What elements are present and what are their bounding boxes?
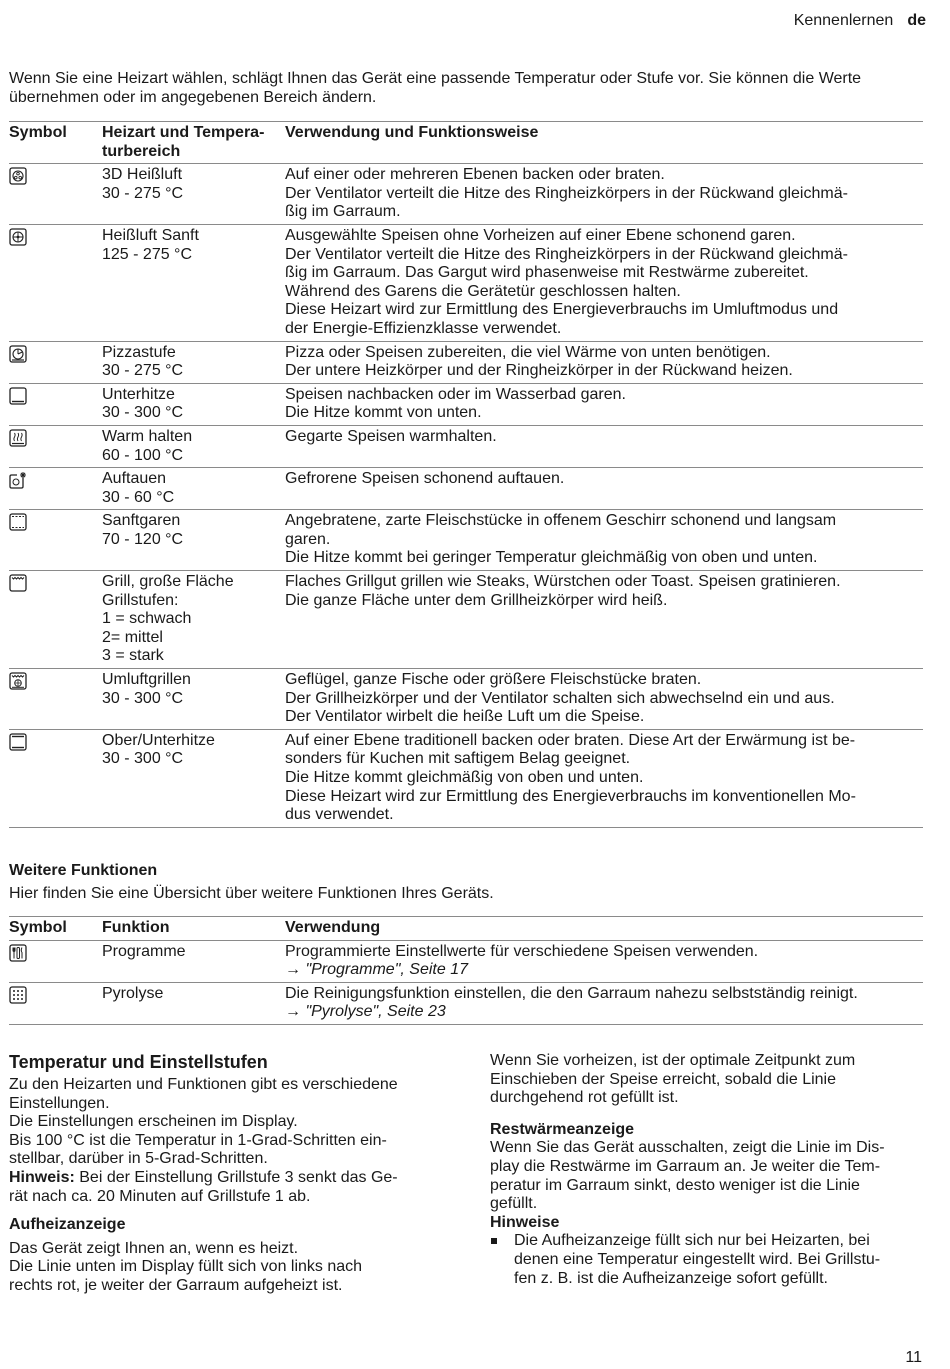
temperature-heading: Temperatur und Einstellstufen [9,1052,268,1072]
table-row [9,571,923,669]
usage-cell: Auf einer Ebene traditionell backen oder braten. Diese Art der Erwärmung ist be- sonders für Kuchen mit saftigem Belag geeignet. Die Hitze kommt gleichmäßig von oben und unten. Diese Heizart wird zur Ermittlung des Energieverbrauchs im konventionellen Mo- dus verwendet. [285,731,856,824]
note-label: Hinweis: [9,1168,75,1186]
col-header-symbol: Symbol [9,919,67,936]
usage-cell: Speisen nachbacken oder im Wasserbad garen. Die Hitze kommt von unten. [285,385,626,422]
residual-heat-heading: Restwärmeanzeige [490,1120,635,1138]
notes-heading: Hinweise [490,1213,560,1231]
left-column [9,1052,439,1296]
temperature-note [9,1169,439,1206]
further-functions-table [9,916,923,1025]
bottom-heat-icon [9,387,27,405]
usage-cell: Auf einer oder mehreren Ebenen backen oder braten. Der Ventilator verteilt die Hitze des Ringheizkörpers in der Rückwand gleichmä- ßig im Garraum. [285,166,848,221]
heating-modes-table [9,121,923,828]
usage-text: Die Reinigungsfunktion einstellen, die den Garraum nahezu selbstständig reinigt. [285,984,858,1002]
table-header-row [9,917,923,941]
usage-cell: Gegarte Speisen warmhalten. [285,427,497,445]
table-row [9,383,923,425]
col-header-symbol: Symbol [9,124,67,141]
intro-paragraph: Wenn Sie eine Heizart wählen, schlägt Ihnen das Gerät eine passende Temperatur oder Stufe vor. Sie können die Werte übernehmen oder im angegebenen Bereich ändern. [9,70,862,106]
full-grill-icon [9,574,27,592]
mode-cell: Warm halten 60 - 100 °C [102,427,193,464]
table-row [9,669,923,730]
table-row [9,940,923,982]
mode-cell: Umluftgrillen 30 - 300 °C [102,671,191,707]
mode-cell: Auftauen 30 - 60 °C [102,470,175,506]
keep-warm-icon [9,429,27,447]
mode-cell: 3D Heißluft 30 - 275 °C [102,166,184,202]
list-item [490,1232,920,1288]
col-header-usage: Verwendung und Funktionsweise [285,124,539,141]
usage-cell: Gefrorene Speisen schonend auftauen. [285,470,565,488]
col-header-usage: Verwendung [285,919,381,936]
table-row [9,510,923,571]
table-row [9,982,923,1024]
note-text: Bei der Einstellung Grillstufe 3 senkt das Ge- rät nach ca. 20 Minuten auf Grillstufe 1 ab. [9,1168,398,1205]
usage-cell: Angebratene, zarte Fleischstücke in offenem Geschirr schonend und langsam garen. Die Hitze kommt bei geringer Temperatur gleichmäßig von oben und unten. [285,512,837,567]
heatup-text: Das Gerät zeigt Ihnen an, wenn es heizt. Die Linie unten im Display füllt sich von links nach rechts rot, je weiter der Garraum aufgeheizt ist. [9,1239,363,1294]
heatup-heading: Aufheizanzeige [9,1216,126,1234]
page-reference-link[interactable]: → "Programme", Seite 17 [285,961,468,979]
header-section: Kennenlernen [793,12,894,29]
mode-cell: Ober/Unterhitze 30 - 300 °C [102,731,215,768]
preheat-text: Wenn Sie vorheizen, ist der optimale Zeitpunkt zum Einschieben der Speise erreicht, sobald die Linie durchgehend rot gefüllt ist. [490,1052,856,1107]
table-row [9,164,923,225]
pyrolysis-icon [9,986,27,1004]
col-header-mode: Heizart und Tempera- turbereich [102,124,265,160]
mode-cell: Sanftgaren 70 - 120 °C [102,512,184,548]
temperature-text: Zu den Heizarten und Funktionen gibt es verschiedene Einstellungen. Die Einstellungen erscheinen im Display. Bis 100 °C ist die Temperatur in 1-Grad-Schritten ein- stellbar, darüber in 5-Grad-Schritten. [9,1076,398,1168]
notes-list [490,1232,920,1288]
usage-cell: Geflügel, ganze Fische oder größere Fleischstücke braten. Der Grillheizkörper und der Ventilator schalten sich abwechselnd ein und aus. Der Ventilator wirbelt die heiße Luft um die Speise. [285,671,835,726]
circulated-air-grill-icon [9,672,27,690]
further-functions-text: Hier finden Sie eine Übersicht über weitere Funktionen Ihres Geräts. [9,885,494,902]
usage-cell [285,940,923,982]
page-number: 11 [905,1349,922,1366]
note-item-text: Die Aufheizanzeige füllt sich nur bei Heizarten, bei denen eine Temperatur eingestellt wird. Bei Grillstu- fen z. B. ist die Aufheizanzeige sofort gefüllt. [514,1232,881,1287]
programmes-icon [9,944,27,962]
slow-cook-icon [9,513,27,531]
table-row [9,468,923,510]
mode-cell: Pizzastufe 30 - 275 °C [102,343,184,380]
mode-cell: Unterhitze 30 - 300 °C [102,385,184,422]
page-reference-link[interactable]: → "Pyrolyse", Seite 23 [285,1003,446,1021]
usage-cell [285,982,923,1024]
defrost-icon [9,471,27,489]
top-bottom-heat-icon [9,733,27,751]
residual-heat-text: Wenn Sie das Gerät ausschalten, zeigt die Linie im Dis- play die Restwärme im Garraum an. Je weiter die Tem- peratur im Garraum sinkt, desto weniger ist die Linie gefüllt. [490,1139,885,1213]
table-row [9,425,923,467]
table-header-row [9,122,923,164]
table-row [9,224,923,341]
usage-cell: Ausgewählte Speisen ohne Vorheizen auf einer Ebene schonend garen. Der Ventilator verteilt die Hitze des Ringheizkörpers in der Rückwand gleichmä- ßig im Garraum. Das Gargut wird phasenweise mit Restwärme zubereitet. Während des Garens die Gerätetür geschlossen halten. Diese Heizart wird zur Ermittlung des Energieverbrauchs im Umluftmodus und der Energie-Effizienzklasse verwendet. [285,226,848,337]
mode-cell: Heißluft Sanft 125 - 275 °C [102,226,199,263]
page-header [794,12,926,31]
hot-air-3d-icon [9,167,27,185]
further-functions-title: Weitere Funktionen [9,862,158,879]
usage-cell: Pizza oder Speisen zubereiten, die viel Wärme von unten benötigen. Der untere Heizkörper und der Ringheizkörper in der Rückwand heizen. [285,343,793,380]
col-header-function: Funktion [102,919,170,936]
usage-cell: Flaches Grillgut grillen wie Steaks, Würstchen oder Toast. Speisen gratinieren. Die ganze Fläche unter dem Grillheizkörper wird heiß. [285,573,841,609]
mode-cell: Grill, große Fläche Grillstufen: 1 = schwach 2= mittel 3 = stark [102,573,234,665]
pizza-setting-icon [9,345,27,363]
bullet-icon [491,1238,497,1244]
function-cell: Pyrolyse [102,984,164,1002]
right-column [490,1052,920,1288]
table-row [9,341,923,383]
table-row [9,729,923,827]
header-language: de [907,12,926,29]
function-cell: Programme [102,942,186,960]
hot-air-gentle-icon [9,228,27,246]
usage-text: Programmierte Einstellwerte für verschiedene Speisen verwenden. [285,942,759,960]
